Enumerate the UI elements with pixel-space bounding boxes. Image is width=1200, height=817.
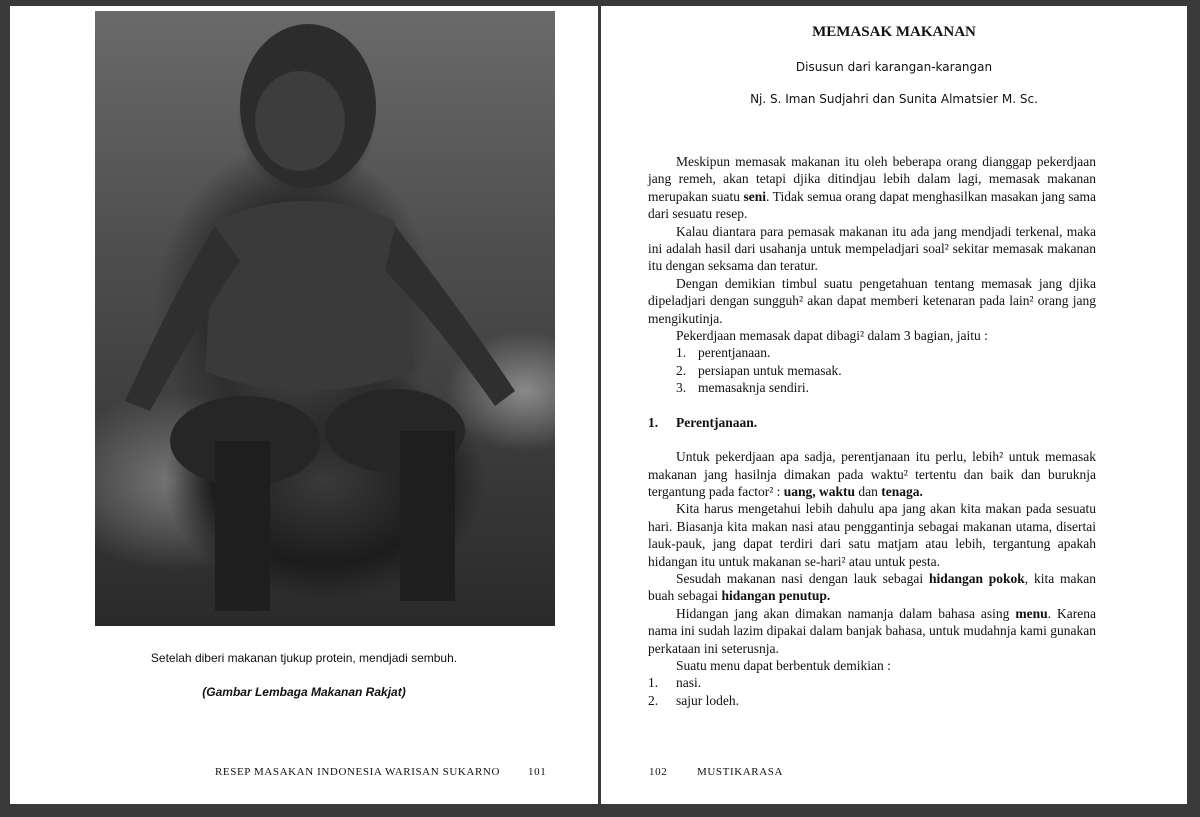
list-item: 3. memasaknja sendiri. <box>676 380 809 396</box>
paragraph: Sesudah makanan nasi dengan lauk sebagai hidangan pokok, kita makan buah sebagai hidangan penutup. <box>648 570 1096 604</box>
chapter-authors: Nj. S. Iman Sudjahri dan Sunita Almatsier M. Sc. <box>750 92 1038 106</box>
list-item: 1. perentjanaan. <box>676 345 771 361</box>
section-heading: 1. Perentjanaan. <box>648 414 758 430</box>
paragraph: Pekerdjaan memasak dapat dibagi² dalam 3 bagian, jaitu : <box>676 328 988 344</box>
child-right-shin <box>400 431 455 601</box>
chapter-body <box>648 153 1096 709</box>
right-page <box>601 6 1187 804</box>
list-item: 2. sajur lodeh. <box>648 692 739 708</box>
list-item: 1. nasi. <box>648 675 702 691</box>
left-page-number: 101 <box>528 766 547 778</box>
paragraph: Suatu menu dapat berbentuk demikian : <box>676 657 891 673</box>
paragraph: Untuk pekerdjaan apa sadja, perentjanaan itu perlu, lebih² untuk memasak makanan jang hasilnja dimakan pada waktu² tertentu dan baik dan buruknja tergantung pada factor² : uang, waktu dan tenaga. <box>648 449 1096 499</box>
paragraph: Meskipun memasak makanan itu oleh beberapa orang dianggap pekerdjaan jang remeh, akan tetapi djika ditindjau lebih dalam lagi, memasak makanan merupakan suatu seni. Tidak semua orang dapat menghasilkan masakan jang sama dari sesuatu resep. <box>648 154 1096 222</box>
photo-credit: (Gambar Lembaga Makanan Rakjat) <box>202 685 406 699</box>
child-torso <box>205 201 415 391</box>
chapter-title: MEMASAK MAKANAN <box>812 24 976 40</box>
right-footer-title: MUSTIKARASA <box>697 766 784 778</box>
left-page <box>10 6 598 804</box>
photo-caption: Setelah diberi makanan tjukup protein, mendjadi sembuh. <box>150 651 458 665</box>
child-face <box>255 71 345 171</box>
list-item: 2. persiapan untuk memasak. <box>676 362 842 378</box>
paragraph: Kita harus mengetahui lebih dahulu apa jang akan kita makan pada sesuatu hari. Biasanja kita makan nasi atau penggantinja sebagai makanan utama, disertai lauk-pauk, jang dapat terdiri dari satu matjam atau lebih, tergantung apakah hidangan itu untuk makanan se-hari² atau untuk pesta. <box>648 501 1096 569</box>
chapter-subtitle: Disusun dari karangan-karangan <box>795 60 993 74</box>
paragraph: Hidangan jang akan dimakan namanja dalam bahasa asing menu. Karena nama ini sudah lazim dipakai dalam banjak bahasa, untuk mudahnja kami gunakan perkataan ini seterusnja. <box>648 605 1096 656</box>
right-page-number: 102 <box>649 766 668 778</box>
paragraph: Dengan demikian timbul suatu pengetahuan tentang memasak jang djika dipeladjari dengan sungguh² akan dapat memberi ketenaran pada lain² orang jang mengikutinja. <box>648 275 1096 326</box>
paragraph: Kalau diantara para pemasak makanan itu ada jang mendjadi terkenal, maka ini adalah hasil dari usahanja untuk mempeladjari soal² sekitar memasak makanan itu dengan seksama dan teratur. <box>648 223 1096 274</box>
child-left-shin <box>215 441 270 611</box>
child-photo <box>95 11 555 626</box>
left-footer-title: RESEP MASAKAN INDONESIA WARISAN SUKARNO <box>215 766 500 778</box>
photo-figure <box>95 11 555 626</box>
